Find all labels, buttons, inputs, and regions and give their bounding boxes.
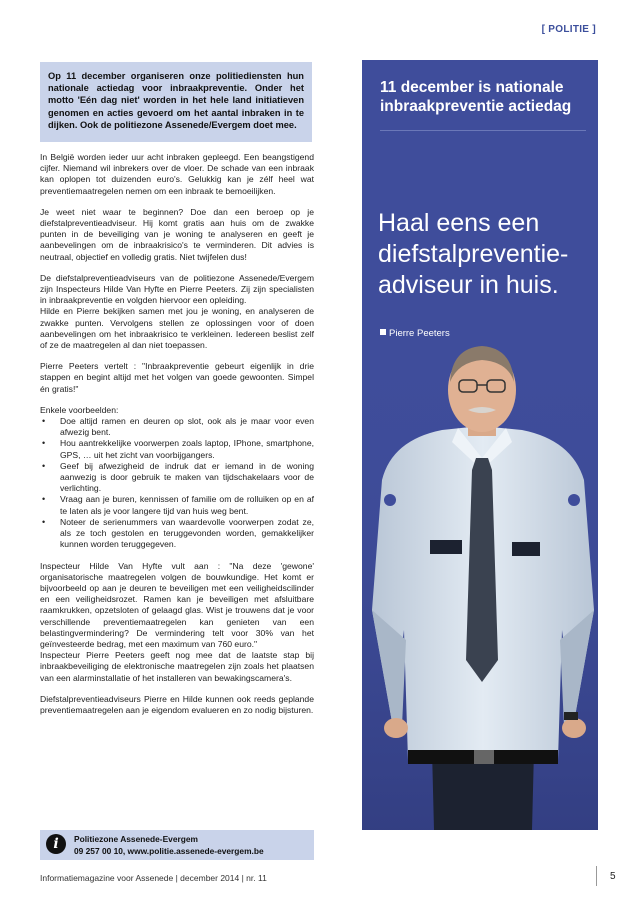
shoulder-emblem-left: [384, 494, 396, 506]
officer-photo: [362, 330, 598, 830]
paragraph: Inspecteur Pierre Peeters geeft nog mee dat de laatste stap bij inbraakbeveiliging de elektronische maatregelen zijn zoals het plaatsen van een alarminstallatie of het installeren van bewakingscamera's.: [40, 650, 314, 683]
panel-headline: Haal eens een diefstalpreventie-adviseur in huis.: [378, 209, 569, 299]
contact-info-bar: [40, 830, 314, 860]
info-icon: i: [46, 834, 66, 854]
watch: [564, 712, 578, 720]
left-hand: [384, 718, 408, 738]
page-number: 5: [610, 871, 616, 882]
paragraph: Diefstalpreventieadviseurs Pierre en Hilde kunnen ook reeds geplande preventiemaatregelen aan je eigendom evalueren en zo nodig bijsturen.: [40, 693, 314, 715]
list-item: • Vraag aan je buren, kennissen of familie om de rolluiken op en af te laten als je voor langere tijd van huis weg bent.: [40, 494, 314, 516]
panel-header: 11 december is nationale inbraakpreventie actiedag: [380, 79, 572, 115]
examples-list: [40, 416, 314, 550]
section-tag: [ POLITIE ]: [541, 24, 596, 35]
right-hand: [562, 718, 586, 738]
paragraph: De diefstalpreventieadviseurs van de politiezone Assenede/Evergem zijn Inspecteurs Hilde Van Hyfte en Pierre Peeters. Zij zijn specialisten in inbraakpreventie en volgden hiervoor een opleiding.: [40, 272, 314, 306]
belt-buckle: [474, 750, 494, 764]
name-badge: [430, 540, 462, 554]
list-item: • Hou aantrekkelijke voorwerpen zoals laptop, IPhone, smartphone, GPS, … uit het zicht van voorbijgangers.: [40, 438, 314, 460]
side-panel: [362, 60, 598, 830]
panel-divider: [380, 130, 586, 131]
paragraph: Inspecteur Hilde Van Hyfte vult aan : "Na deze 'gewone' organisatorische maatregelen volgen de bouwkundige. Het komt er bijvoorbeeld op aan je deuren te beveiligen met een veiligheidscilinder en een veiligheidsrozet. Ramen kan je beveiligen met afsluitbare raamkrukken, opzetsloten of gelaagd glas. Wist je trouwens dat je voor verschillende preventiemaatregelen kan genieten van een belastingvermindering? De vermindering telt voor 30% van het geïnvesteerde bedrag, met een maximum van 760 euro.": [40, 560, 314, 649]
shoulder-emblem-right: [568, 494, 580, 506]
examples-label: Enkele voorbeelden:: [40, 404, 119, 415]
list-item: • Doe altijd ramen en deuren op slot, ook als je maar voor even afwezig bent.: [40, 416, 314, 438]
paragraph: In België worden ieder uur acht inbraken gepleegd. Een beangstigend cijfer. Niemand wil inbrekers over de vloer. De schade van een inbraak kan oplopen tot duizenden euro's. Gelukkig kan je zélf heel wat preventiemaatregelen nemen om een inbraak te bemoeilijken.: [40, 152, 314, 196]
contact-details: 09 257 00 10, www.politie.assenede-evergem.be: [74, 846, 264, 856]
paragraph: Pierre Peeters vertelt : "Inbraakpreventie gebeurt eigenlijk in drie stappen en begint altijd met het volgen van goede gewoonten. Simpel én gratis!": [40, 361, 314, 394]
article-body: [40, 152, 314, 726]
intro-box: Op 11 december organiseren onze politiediensten hun nationale actiedag voor inbraakpreventie. Onder het motto 'Eén dag niet' worden in het hele land initiatieven genomen en acties gevoerd om het aantal inbraken in te dijken. Ook de politiezone Assenede/Evergem doet mee.: [40, 62, 312, 142]
contact-organisation: Politiezone Assenede-Evergem: [74, 834, 198, 844]
list-item: • Geef bij afwezigheid de indruk dat er iemand in de woning aanwezig is door gebruik te maken van tijdschakelaars voor de verlichting.: [40, 461, 314, 495]
paragraph: Je weet niet waar te beginnen? Doe dan een beroep op je diefstalpreventieadviseur. Hij komt gratis aan huis om de zwakke punten in de beveiliging van je woning te analyseren en geeft je aanbevelingen om de inbraakrisico's te verminderen. Dit advies is neutraal, objectief en volledig gratis. Niet twijfelen dus!: [40, 206, 314, 262]
paragraph: Hilde en Pierre bekijken samen met jou je woning, en analyseren de zwakke punten. Vervolgens stellen ze oplossingen voor of doen aanbevelingen om het inbraakrisico te verkleinen. Iedereen beslist zelf of ze de maatregelen al dan niet toepassen.: [40, 306, 314, 351]
list-item: • Noteer de serienummers van waardevolle voorwerpen zodat ze, als ze toch gestolen en teruggevonden worden, gemakkelijker kunnen worden teruggegeven.: [40, 517, 314, 551]
rank-badge: [512, 542, 540, 556]
footer-text: Informatiemagazine voor Assenede | december 2014 | nr. 11: [40, 873, 267, 883]
footer-divider: [596, 866, 597, 886]
